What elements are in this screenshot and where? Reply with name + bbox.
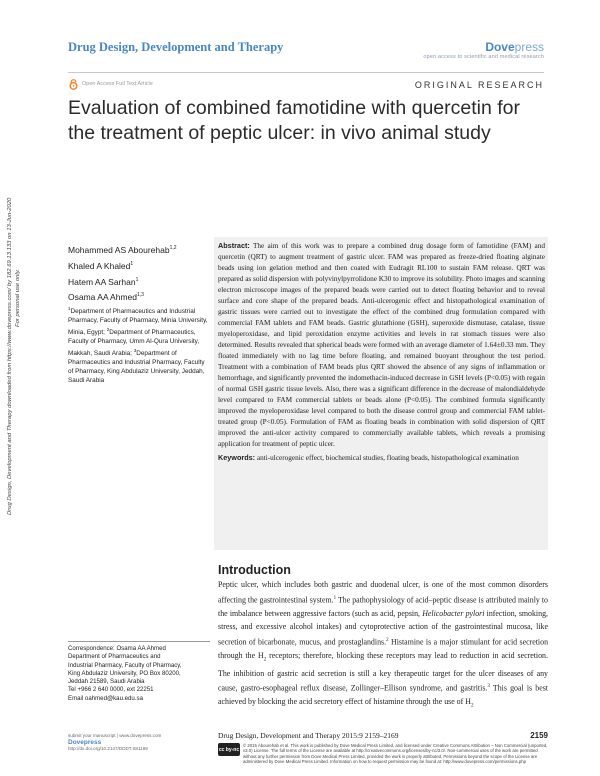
correspondence: Correspondence: Osama AA Ahmed Department of Pharmaceutics and Industrial Pharmacy, Faculty of Pharmacy, King Abdulaziz University, PO Box 80200, Jeddah 21589, Saudi Arabia Tel +966 2 640 0000, ext 22251 Email oahmed@kau.edu.sa	[68, 645, 210, 703]
footer-right	[218, 731, 548, 765]
tagline-line: open access to scientific and medical research	[423, 54, 544, 60]
abstract-label: Abstract:	[218, 241, 250, 250]
article-type: ORIGINAL RESEARCH	[414, 80, 544, 90]
correspondence-divider	[68, 641, 210, 642]
affiliation-3: Department of Pharmaceutics and Industrial Pharmacy, Faculty of Pharmacy, King Abdulaziz University, Jeddah, Saudi Arabia	[68, 350, 205, 384]
affiliation-1: Department of Pharmaceutics and Industrial Pharmacy, Faculty of Pharmacy, Minia University, Minia, Egypt;	[68, 308, 208, 337]
publisher-tagline	[423, 54, 544, 61]
author-list	[68, 241, 208, 304]
section-heading: Introduction	[218, 563, 291, 577]
author: Mohammed AS Abourehab$^{1,2}$	[68, 244, 177, 255]
header-divider	[68, 72, 544, 73]
footer-brand: Dovepress	[68, 738, 102, 746]
citation-ref[interactable]: 3	[487, 684, 490, 690]
license-text: © 2015 Abourehab et al. This work is published by Dove Medical Press Limited, and licensed under Creative Commons Attribution – Non Commercial (unported, v3.0) License. The full terms of the License are available at http://creativecommons.org/licenses/by-nc/3.0/. Non-commercial uses of the work are permitted without any further permission from Dove Medical Press Limited, provided the work is properly attributed. Permissions beyond the scope of the License are administered by Dove Medical Press Limited. Information on how to request permission may be found at: http://www.dovepress.com/permissions.php	[243, 743, 548, 765]
citation-ref[interactable]: 2	[386, 637, 389, 643]
brand-main: Dove	[485, 40, 515, 54]
footer-left	[68, 733, 208, 753]
publisher-logo	[485, 40, 544, 54]
citation-ref[interactable]: 1	[333, 595, 337, 601]
brand-suffix: press	[514, 40, 544, 54]
page-number: 2159	[530, 731, 548, 740]
author: Hatem AA Sarhan$^1$	[68, 276, 139, 287]
author: Khaled A Khaled$^1$	[68, 260, 134, 271]
affiliation-2: Department of Pharmaceutics, Faculty of Pharmacy, Umm Al-Qura University, Makkah, Saudi Arabia;	[68, 329, 200, 357]
abstract	[218, 240, 545, 464]
author: Osama AA Ahmed$^{1,3}$	[68, 292, 144, 303]
article-title: Evaluation of combined famotidine with quercetin for the treatment of peptic ulcer: in vivo animal study	[68, 97, 521, 144]
submit-link[interactable]: submit your manuscript | www.dovepress.com	[68, 733, 162, 738]
email-link[interactable]: Email oahmed@kau.edu.sa	[68, 694, 143, 702]
open-access-label: Open Access Full Text Article	[82, 81, 153, 87]
abstract-text: The aim of this work was to prepare a combined drug dosage form of famotidine (FAM) and quercetin (QRT) to augment treatment of gastric ulcer. FAM was prepared as freeze-dried floating alginate beads using ion gelation method and then coated with Eudragit RL100 to sustain FAM release. QRT was prepared as solid dispersion with polyvinylpyrrolidone K30 to improve its solubility. Photo images and scanning electron microscope images of the prepared beads were carried out to detect floating behavior and to reveal surface and core shape of the prepared beads. Anti-ulcerogenic effect and histopathological examination of gastric tissues were carried out to investigate the effect of the combined drug formulation compared with commercial FAM tablets and FAM beads. Gastric glutathione (GSH), superoxide dismutase, catalase, tissue myeloperoxidase, and lipid peroxidation enzyme activities and levels in rat stomach tissues were also determined. Results revealed that spherical beads were formed with an average diameter of 1.64±0.33 mm. They floated immediately with no lag time before floating, and remained buoyant throughout the test period. Treatment with a combination of FAM beads plus QRT showed the absence of any signs of inflammation or hemorrhage, and significantly prevented the indomethacin-induced decrease in GSH levels (P<0.05) with regain of normal GSH gastric tissue levels. Also, there was a significant difference in the decrease of malondialdehyde level compared to FAM commercial tablets or beads alone (P<0.05). The combined formula significantly improved the myeloperoxidase level compared to both the disease control group and commercial FAM tablet-treated group (P<0.05). Formulation of FAM as floating beads in combination with solid dispersion of QRT improved the anti-ulcer activity compared to commercially available tablets, which reveals a promising application for treatment of peptic ulcer.	[218, 242, 545, 448]
doi-link[interactable]: http://dx.doi.org/10.2147/DDDT.S81169	[68, 746, 148, 751]
download-watermark: Drug Design, Development and Therapy downloaded from https://www.dovepress.com/ by 182.69.13.133 on 13-Jun-2020 For personal use only.	[7, 197, 21, 515]
affiliations: $^1$Department of Pharmaceutics and Industrial Pharmacy, Faculty of Pharmacy, Minia University, Minia, Egypt; $^2$Department of Pharmaceutics, Faculty of Pharmacy, Umm Al-Qura University, Makkah, Saudi Arabia; $^3$Department of Pharmaceutics and Industrial Pharmacy, Faculty of Pharmacy, King Abdulaziz University, Jeddah, Saudi Arabia	[68, 306, 208, 384]
keywords: Keywords: anti-ulcerogenic effect, biochemical studies, floating beads, histopathological examination	[218, 453, 519, 462]
open-access-icon	[68, 79, 79, 90]
introduction-text: Peptic ulcer, which includes both gastric and duodenal ulcer, is one of the most common disorders affecting the gastrointestinal system.$^1$ The pathophysiology of acid–peptic disease is attributed mainly to the imbalance between aggressive factors (such as acid, pepsin, Helicobacter pylori infection, smoking, stress, and excessive alcohol intakes) and cytoprotective action of the gastrointestinal mucosa, like secretion of bicarbonate, mucus, and prostaglandins.$^2$ Histamine is a major stimulant for acid secretion through the $H_2$ receptors; therefore, blocking these receptors may lead to reduction in acid secretion. The inhibition of gastric acid secretion is still a key therapeutic target for the ulcer diseases of any cause, gastro-esophageal reflux disease, Zollinger–Ellison syndrome, and gastritis.$^3$ This goal is best achieved by blocking the acid secretory effect of histamine through the use of $H_2$	[218, 580, 549, 710]
keywords-label: Keywords:	[218, 453, 256, 462]
journal-name: Drug Design, Development and Therapy	[68, 40, 284, 54]
cc-license-icon: cc by-nc	[218, 743, 240, 756]
citation: Drug Design, Development and Therapy 2015:9 2159–2169	[218, 731, 399, 740]
